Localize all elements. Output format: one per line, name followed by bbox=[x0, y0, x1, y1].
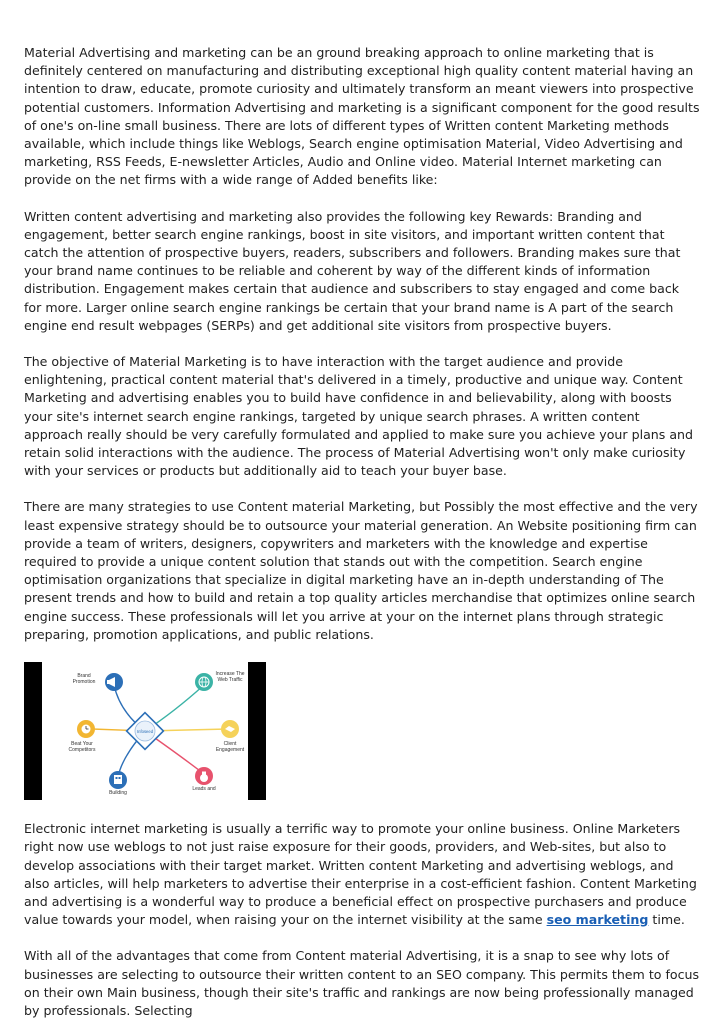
node-label-leads: Leads and bbox=[192, 786, 216, 793]
center-logo bbox=[127, 713, 164, 750]
paragraph-4: There are many strategies to use Content material Marketing, but Possibly the most effective and the very least expensive strategy should be to outsource your material generation. An Website positioning firm can provide a team of writers, designers, copywriters and marketers with the knowledge and expertise required to provide a unique content solution that stands out with the competition. Search engine optimisation organizations that specialize in digital marketing have an in-depth understanding of The present trends and how to build and retain a top quality articles merchandise that optimizes online search engine success. These professionals will let you arrive at your on the internet plans through strategic preparing, promotion applications, and public relations. bbox=[24, 499, 698, 642]
globe-icon bbox=[195, 673, 213, 691]
node-label-brand-promotion: Brand Promotion bbox=[72, 673, 96, 685]
node-label-web-traffic: Increase The Web Traffic bbox=[215, 671, 245, 683]
money-bag-icon bbox=[195, 767, 213, 785]
node-label-beat-competitors: Beat Your Competitors bbox=[68, 741, 96, 753]
paragraph-6: With all of the advantages that come from Content material Advertising, it is a snap to see why lots of businesses are selecting to outsource their written content to an SEO company. This permits them to focus on their own Main business, though their site's traffic and rankings are now being professionally managed by professionals. Selecting bbox=[24, 948, 700, 1018]
seo-marketing-link[interactable]: seo marketing bbox=[546, 912, 649, 928]
node-label-building: Building bbox=[109, 790, 127, 797]
paragraph-1: Material Advertising and marketing can be an ground breaking approach to online marketing that is definitely centered on manufacturing and distributing exceptional high quality content material having an intention to draw, educate, promote curiosity and ultimately transform an meant viewers into prospective potential customers. Information Advertising and marketing is a significant component for the good results of one's on-line small business. There are lots of different types of Written content Marketing methods available, which include things like Weblogs, Search engine optimisation Material, Video Advertising and marketing, RSS Feeds, E-newsletter Articles, Audio and Online video. Material Internet marketing can provide on the net firms with a wide range of Added benefits like: bbox=[24, 45, 700, 188]
alarm-clock-icon bbox=[77, 720, 95, 738]
node-label-client-engagement: Client Engagement bbox=[215, 741, 245, 753]
center-label: Infoseed bbox=[136, 729, 154, 735]
building-icon bbox=[109, 771, 127, 789]
megaphone-icon bbox=[105, 673, 123, 691]
article-body bbox=[24, 44, 700, 1020]
paragraph-5-text-before: Electronic internet marketing is usually a terrific way to promote your online business. Online Marketers right now use weblogs to not just raise exposure for their goods, providers, and Web-sites, but also to develop associations with their target market. Written content Marketing and advertising weblogs, and also articles, will help marketers to advertise their enterprise in a cost-efficient fashion. Content Marketing and advertising is a wonderful way to produce a beneficial effect on prospective purchasers and produce value towards your model, when raising your on the internet visibility at the same bbox=[24, 821, 697, 928]
paragraph-3: The objective of Material Marketing is to have interaction with the target audience and provide enlightening, practical content material that's delivered in a timely, productive and unique way. Content Marketing and advertising enables you to build have confidence in and believability, along with boosts your site's internet search engine rankings, targeted by unique search phrases. A written content approach really should be very carefully formulated and applied to make sure you achieve your plans and retain solid interactions with the audience. The process of Material Advertising won't only make curiosity with your services or products but additionally aid to teach your buyer base. bbox=[24, 354, 694, 479]
handshake-icon bbox=[221, 720, 239, 738]
paragraph-2: Written content advertising and marketing also provides the following key Rewards: Branding and engagement, better search engine rankings, boost in site visitors, and important written content that catch the attention of prospective buyers, readers, subscribers and followers. Branding makes sure that your brand name continues to be reliable and coherent by way of the different kinds of information distribution. Engagement makes certain that audience and subscribers to stay engaged and come back for more. Larger online search engine rankings be certain that your brand name is A part of the search engine end result webpages (SERPs) and get additional site visitors from prospective buyers. bbox=[24, 208, 681, 333]
content-marketing-infographic bbox=[24, 662, 266, 800]
paragraph-5-text-after: time. bbox=[648, 912, 685, 928]
paragraph-5 bbox=[24, 820, 700, 929]
infographic-panel bbox=[42, 662, 248, 800]
